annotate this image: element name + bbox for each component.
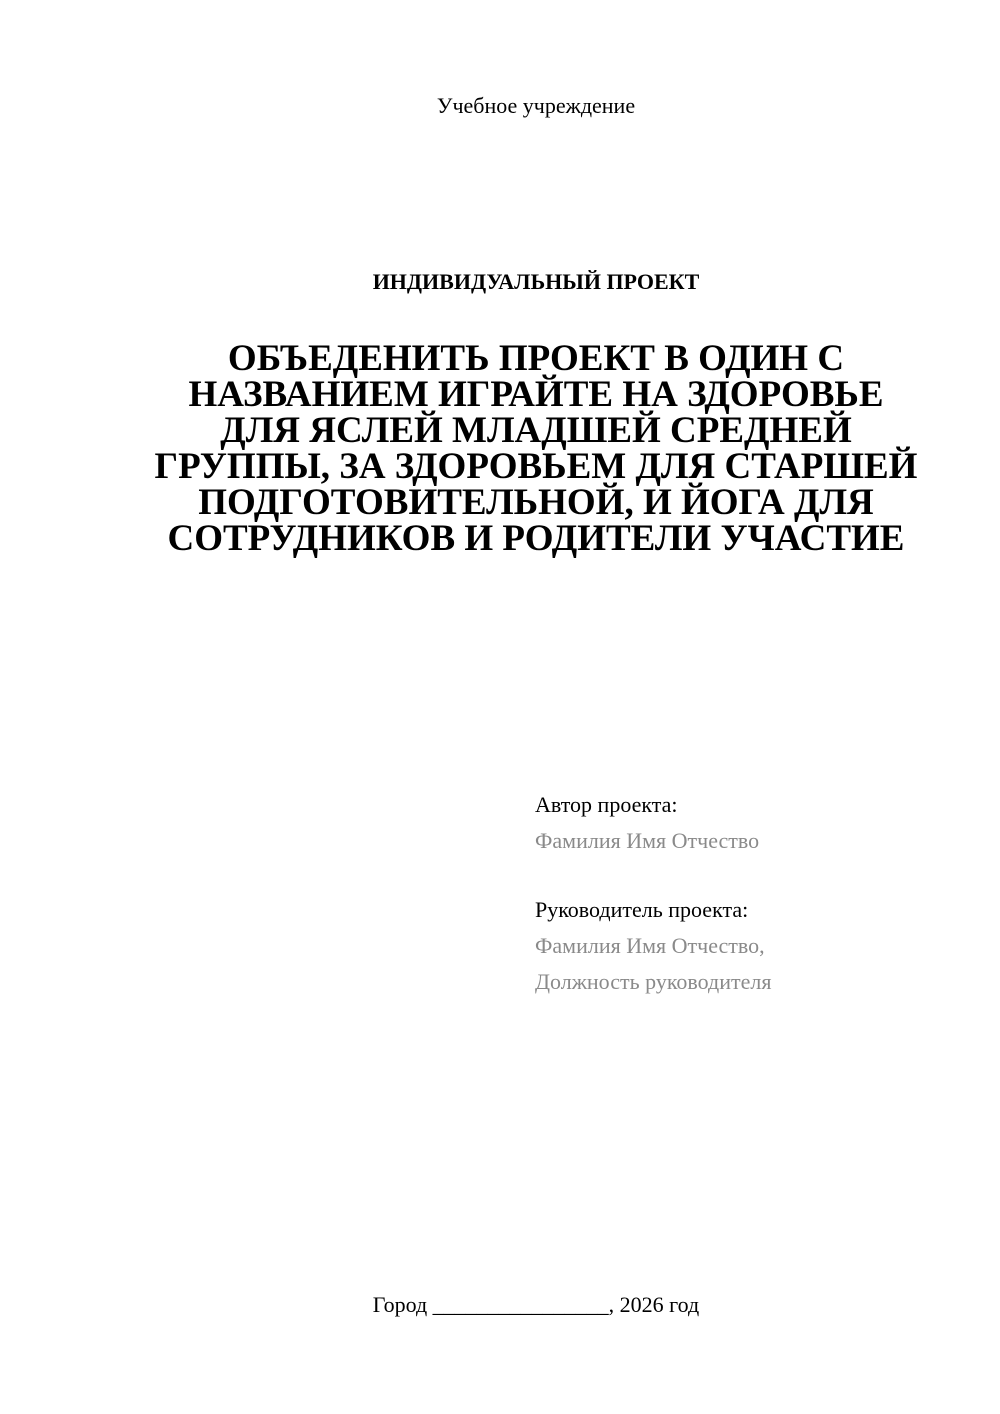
supervisor-name: Фамилия Имя Отчество, <box>535 933 765 958</box>
city-year-line <box>0 1290 1000 1320</box>
institution-name: Учебное учреждение <box>436 93 636 118</box>
project-type-heading: ИНДИВИДУАЛЬНЫЙ ПРОЕКТ <box>372 269 700 294</box>
city-label: Город <box>372 1292 428 1317</box>
city-blank: ________________ <box>432 1292 609 1317</box>
project-title: ОБЪЕДЕНИТЬ ПРОЕКТ В ОДИН С НАЗВАНИЕМ ИГРАЙТЕ НА ЗДОРОВЬЕ ДЛЯ ЯСЛЕЙ МЛАДШЕЙ СРЕДНЕЙ ГРУППЫ, ЗА ЗДОРОВЬЕМ ДЛЯ СТАРШЕЙ ПОДГОТОВИТЕЛЬНОЙ, И ЙОГА ДЛЯ СОТРУДНИКОВ И РОДИТЕЛИ УЧАСТИЕ <box>154 338 918 559</box>
author-name: Фамилия Имя Отчество <box>535 828 760 853</box>
supervisor-position: Должность руководителя <box>535 969 772 994</box>
author-block <box>535 787 975 859</box>
year-text: , 2026 год <box>608 1292 700 1317</box>
supervisor-block <box>535 892 975 1000</box>
author-label: Автор проекта: <box>535 792 678 817</box>
supervisor-label: Руководитель проекта: <box>535 897 749 922</box>
